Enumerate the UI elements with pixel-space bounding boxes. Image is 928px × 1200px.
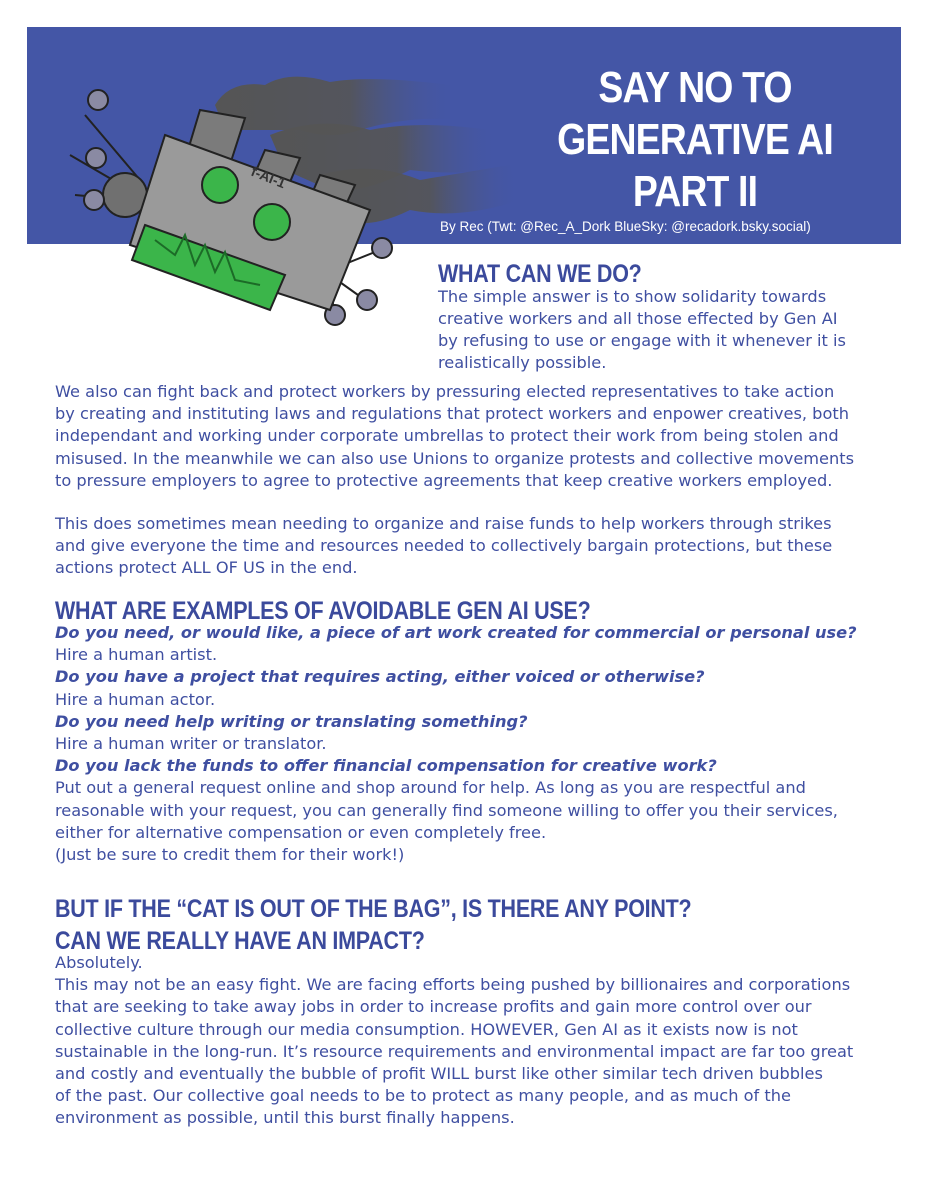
text-line: The simple answer is to show solidarity towards (438, 287, 827, 306)
examples-list (55, 622, 857, 866)
text-line: realistically possible. (438, 353, 607, 372)
text-line: actions protect ALL OF US in the end. (55, 558, 358, 578)
title-line: PART II (632, 167, 758, 216)
example-question: Do you need help writing or translating something? (55, 711, 528, 731)
heading-examples: WHAT ARE EXAMPLES OF AVOIDABLE GEN AI USE? (55, 597, 591, 625)
text-line: This may not be an easy fight. We are facing efforts being pushed by billionaires and corporations (55, 975, 851, 995)
example-answer: Put out a general request online and shop around for help. As long as you are respectful and (55, 778, 806, 798)
text-line: of the past. Our collective goal needs to be to protect as many people, and as much of the (55, 1086, 791, 1106)
example-answer: Hire a human writer or translator. (55, 734, 327, 754)
example-question: Do you lack the funds to offer financial compensation for creative work? (55, 756, 717, 776)
text-line: environment as possible, until this burst finally happens. (55, 1108, 515, 1128)
text-line: by refusing to use or engage with it whenever it is (438, 331, 846, 350)
example-question: Do you have a project that requires acting, either voiced or otherwise? (55, 667, 705, 687)
title-line: SAY NO TO (598, 63, 792, 112)
example-answer: either for alternative compensation or even completely free. (55, 822, 547, 842)
byline: By Rec (Twt: @Rec_A_Dork BlueSky: @recadork.bsky.social) (440, 219, 811, 234)
text-line: This does sometimes mean needing to organize and raise funds to help workers through strikes (55, 514, 832, 533)
paragraph-fight-back (55, 381, 854, 492)
title-line: GENERATIVE AI (557, 115, 833, 164)
robot-label: f-AI-1 (248, 162, 289, 192)
example-answer: Hire a human actor. (55, 689, 216, 709)
example-answer: reasonable with your request, you can generally find someone willing to offer you their services, (55, 800, 838, 820)
text-line: by creating and instituting laws and regulations that protect workers and enpower creatives, both (55, 404, 849, 424)
paragraph-funds (55, 513, 832, 580)
intro-paragraph (438, 286, 846, 374)
text-line: and give everyone the time and resources needed to collectively bargain protections, but these (55, 536, 833, 556)
text-line: We also can fight back and protect workers by pressuring elected representatives to take action (55, 382, 835, 401)
text-line: Absolutely. (55, 953, 143, 972)
text-line: and costly and eventually the bubble of profit WILL burst like other similar tech driven bubbles (55, 1064, 823, 1084)
example-question: Do you need, or would like, a piece of art work created for commercial or personal use? (55, 623, 857, 642)
example-answer: (Just be sure to credit them for their work!) (55, 845, 405, 865)
text-line: that are seeking to take away jobs in order to increase profits and gain more control over our (55, 997, 812, 1017)
text-line: misused. In the meanwhile we can also use Unions to organize protests and collective movements (55, 448, 855, 468)
text-line: creative workers and all those effected by Gen AI (438, 309, 838, 328)
text-line: independant and working under corporate umbrellas to protect their work from being stolen and (55, 426, 839, 446)
paragraph-impact (55, 952, 853, 1130)
text-line: to pressure employers to agree to protective agreements that keep creative workers employed. (55, 470, 833, 490)
text-line: collective culture through our media consumption. HOWEVER, Gen AI as it exists now is not (55, 1019, 798, 1039)
text-line: sustainable in the long-run. It’s resource requirements and environmental impact are far too great (55, 1041, 854, 1061)
heading-what-can-we-do: WHAT CAN WE DO? (438, 260, 642, 288)
example-answer: Hire a human artist. (55, 645, 218, 665)
heading-cat-out-of-bag: BUT IF THE “CAT IS OUT OF THE BAG”, IS THERE ANY POINT? (55, 895, 692, 923)
heading-impact: CAN WE REALLY HAVE AN IMPACT? (55, 927, 425, 955)
page-title (529, 62, 861, 218)
